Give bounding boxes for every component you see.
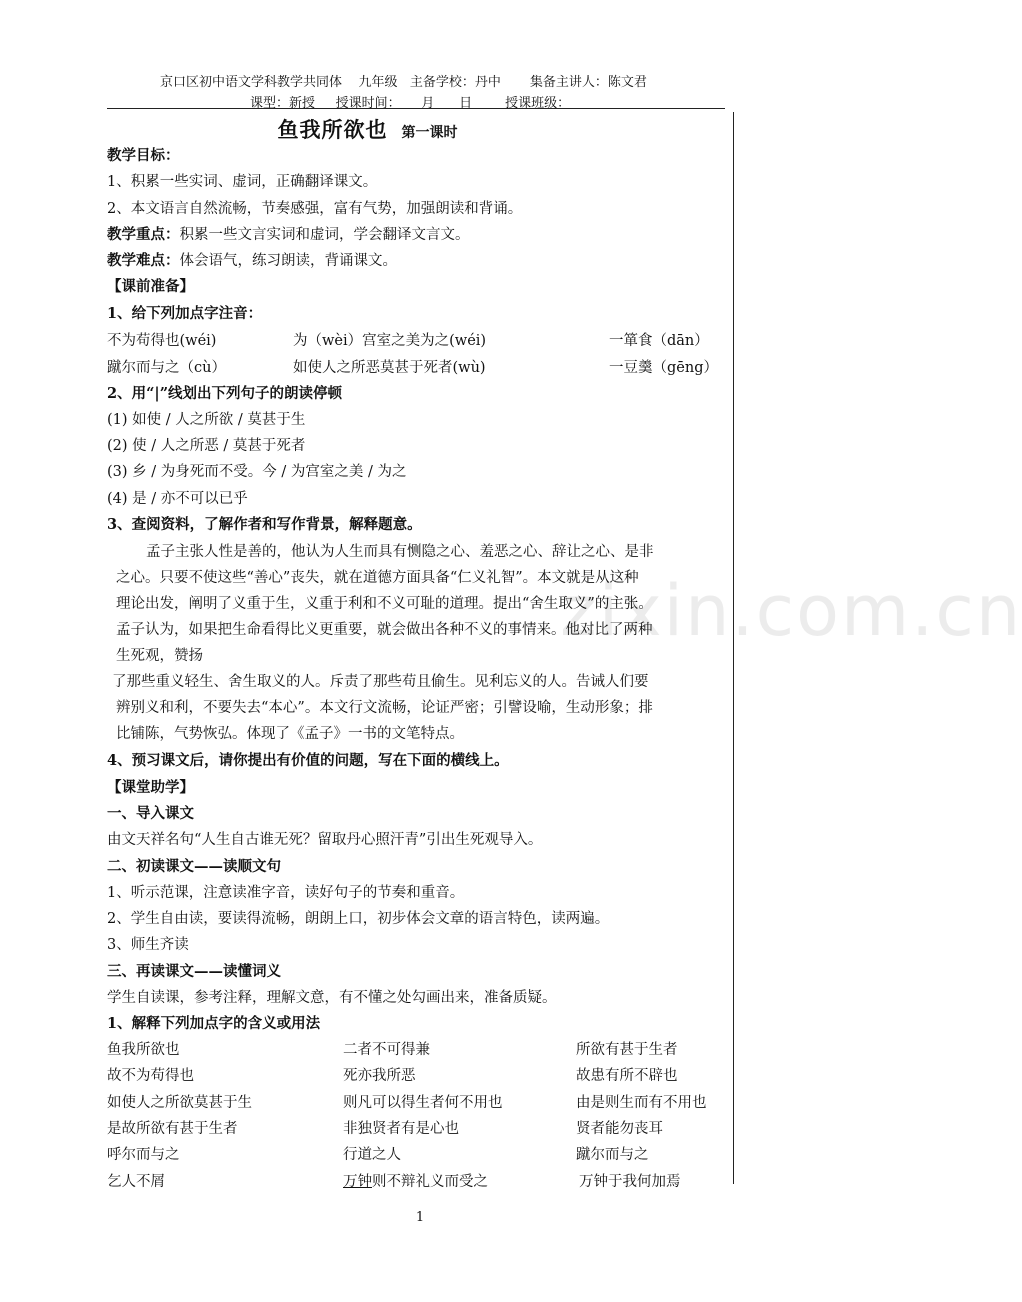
objective-item: 1、积累一些实词、虚词，正确翻译课文。: [107, 174, 378, 190]
key-point: [107, 223, 470, 244]
prep-q3-title: 3、查阅资料，了解作者和写作背景，解释题意。: [107, 516, 422, 533]
background-paragraph-line: 孟子主张人性是善的，他认为人生而具有恻隐之心、羞恶之心、辞让之心、是非: [146, 544, 654, 560]
title-main: 鱼我所欲也: [277, 117, 388, 142]
word-item: 呼尔而与之: [107, 1147, 180, 1163]
classroom-heading: 【课堂助学】: [107, 779, 194, 796]
word-rest: 则不辩礼义而受之: [372, 1174, 488, 1190]
section-1-text: 由文天祥名句“人生自古谁无死？留取丹心照汗青”引出生死观导入。: [107, 832, 543, 848]
word-item: [343, 1170, 488, 1191]
pinyin-item: 蹴尔而与之（cù）: [107, 360, 226, 376]
word-item: 行道之人: [343, 1147, 401, 1163]
word-item: 故患有所不辟也: [576, 1068, 678, 1084]
section-3-title: 三、再读课文——读懂词义: [107, 963, 281, 980]
section-1-title: 一、导入课文: [107, 805, 194, 822]
underlined-word: 万钟: [343, 1174, 372, 1190]
word-item: 则凡可以得生者何不用也: [343, 1095, 503, 1111]
background-paragraph-line: 理论出发，阐明了义重于生，义重于利和不义可耻的道理。提出“舍生取义”的主张。: [116, 596, 653, 612]
section-2-item: 3、师生齐读: [107, 937, 189, 953]
section-3-q1-title: 1、解释下列加点字的含义或用法: [107, 1015, 321, 1032]
word-item: 贤者能勿丧耳: [576, 1121, 663, 1137]
background-paragraph-line: 了那些重义轻生、舍生取义的人。斥责了那些苟且偷生。见利忘义的人。告诫人们要: [112, 674, 649, 690]
pinyin-item: 一豆羹（gēng）: [609, 360, 718, 376]
pause-item: (2) 使 / 人之所恶 / 莫甚于死者: [107, 438, 306, 454]
key-point-label: 教学重点：: [107, 226, 180, 243]
word-item: 如使人之所欲莫甚于生: [107, 1095, 252, 1111]
header-rule: [107, 108, 725, 109]
header-line-2: 课型：新授 授课时间： 月 日 授课班级：: [250, 96, 571, 111]
difficulty: [107, 249, 397, 270]
pinyin-item: 如使人之所恶莫甚于死者(wù): [293, 360, 486, 376]
background-paragraph-line: 辨别义和利，不要失去“本心”。本文行文流畅，论证严密；引譬设喻，生动形象；排: [116, 700, 653, 716]
background-paragraph-line: 生死观，赞扬: [116, 648, 203, 664]
header-line-1: 京口区初中语文学科教学共同体 九年级 主备学校：丹中 集备主讲人：陈文君: [160, 75, 647, 90]
word-item: 鱼我所欲也: [107, 1042, 180, 1058]
word-item: 故不为苟得也: [107, 1068, 194, 1084]
word-item: 二者不可得兼: [343, 1042, 430, 1058]
background-paragraph-line: 孟子认为，如果把生命看得比义更重要，就会做出各种不义的事情来。他对比了两种: [116, 622, 653, 638]
objective-item: 2、本文语言自然流畅，节奏感强，富有气势，加强朗读和背诵。: [107, 201, 523, 217]
prep-q2-title: 2、用“|”线划出下列句子的朗读停顿: [107, 385, 343, 402]
pinyin-item: 不为苟得也(wéi): [107, 333, 217, 349]
objectives-heading: 教学目标：: [107, 147, 180, 164]
section-2-item: 1、听示范课，注意读准字音，读好句子的节奏和重音。: [107, 885, 465, 901]
word-item: 死亦我所恶: [343, 1068, 416, 1084]
key-point-text: 积累一些文言实词和虚词，学会翻译文言文。: [179, 227, 470, 243]
section-2-item: 2、学生自由读，要读得流畅，朗朗上口，初步体会文章的语言特色，读两遍。: [107, 911, 610, 927]
word-item: 非独贤者有是心也: [343, 1121, 459, 1137]
background-paragraph-line: 比铺陈，气势恢弘。体现了《孟子》一书的文笔特点。: [116, 726, 464, 742]
word-item: 乞人不屑: [107, 1174, 165, 1190]
prep-heading: 【课前准备】: [107, 278, 194, 295]
prep-q4-title: 4、预习课文后，请你提出有价值的问题，写在下面的横线上。: [107, 752, 509, 769]
section-3-text: 学生自读课，参考注释，理解文意，有不懂之处勾画出来，准备质疑。: [107, 990, 557, 1006]
watermark: zixin.com.cn: [560, 570, 1022, 652]
difficulty-text: 体会语气，练习朗读，背诵课文。: [179, 253, 397, 269]
word-item: 所欲有甚于生者: [576, 1042, 678, 1058]
word-item: 由是则生而有不用也: [576, 1095, 707, 1111]
prep-q1-title: 1、给下列加点字注音：: [107, 305, 263, 322]
word-item: 万钟于我何加焉: [579, 1174, 681, 1190]
pause-item: (4) 是 / 亦不可以已乎: [107, 491, 248, 507]
pause-item: (3) 乡 / 为身死而不受。今 / 为宫室之美 / 为之: [107, 464, 407, 480]
section-2-title: 二、初读课文——读顺文句: [107, 858, 281, 875]
page-title: [0, 114, 735, 144]
word-item: 是故所欲有甚于生者: [107, 1121, 238, 1137]
word-item: 蹴尔而与之: [576, 1147, 649, 1163]
title-sub: 第一课时: [401, 125, 458, 141]
page-number: 1: [415, 1210, 425, 1225]
pinyin-item: 为（wèi）宫室之美为之(wéi): [293, 333, 487, 349]
difficulty-label: 教学难点：: [107, 252, 180, 269]
pause-item: (1) 如使 / 人之所欲 / 莫甚于生: [107, 412, 306, 428]
pinyin-item: 一箪食（dān）: [609, 333, 709, 349]
background-paragraph-line: 之心。只要不使这些“善心”丧失，就在道德方面具备“仁义礼智”。本文就是从这种: [116, 570, 639, 586]
